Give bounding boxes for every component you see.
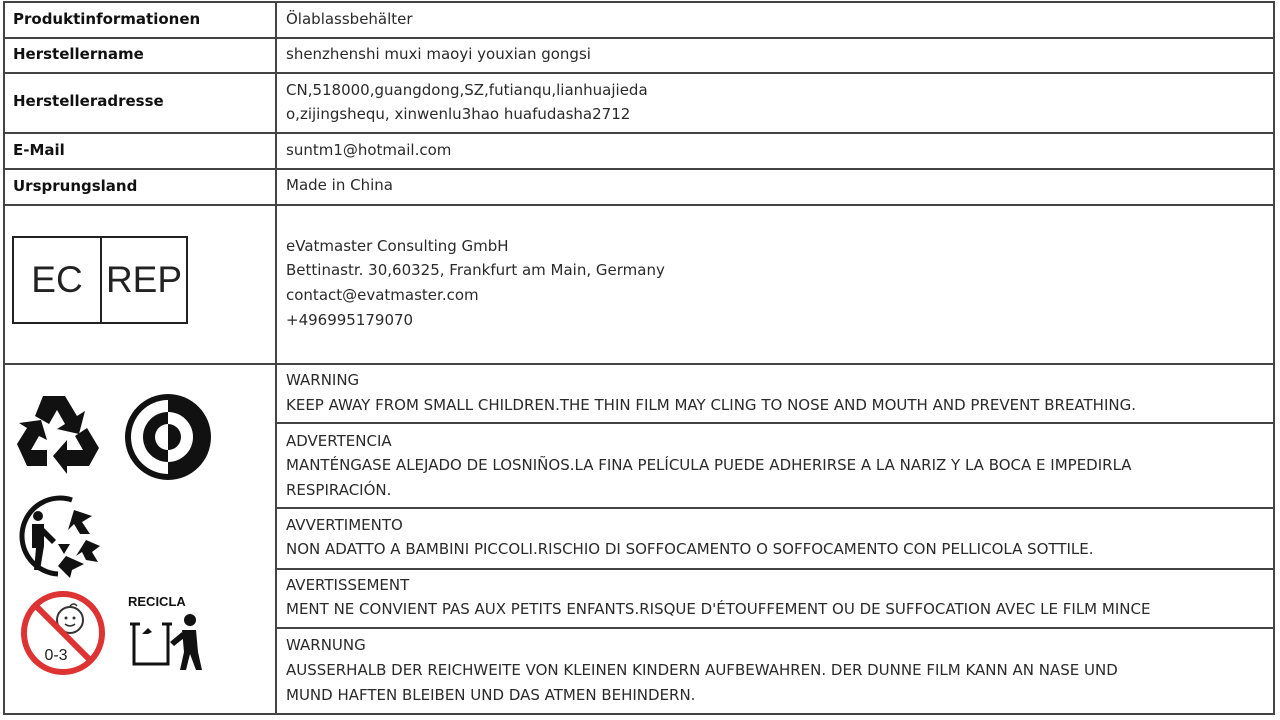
warning-es-line1: MANTÉNGASE ALEJADO DE LOSNIÑOS.LA FINA PELÍCULA PUEDE ADHERIRSE A LA NARIZ Y LA BOCA E IMPEDIRLA [286, 456, 1132, 474]
warning-divider [277, 507, 1275, 509]
row-divider [3, 363, 1275, 365]
warning-es-line2: RESPIRACIÓN. [286, 481, 392, 499]
label-email: E-Mail [13, 141, 65, 159]
value-produktinformationen: Ölablassbehälter [286, 10, 413, 28]
warning-it-line1: NON ADATTO A BAMBINI PICCOLI.RISCHIO DI SOFFOCAMENTO O SOFFOCAMENTO CON PELLICOLA SOTTILE. [286, 540, 1094, 558]
row-divider [3, 204, 1275, 206]
recicla-label: RECICLA [128, 594, 186, 609]
ec-rep-address: Bettinastr. 30,60325, Frankfurt am Main, Germany [286, 261, 665, 279]
warning-de-line1: AUSSERHALB DER REICHWEITE VON KLEINEN KINDERN AUFBEWAHREN. DER DUNNE FILM KANN AN NASE UND [286, 661, 1118, 679]
label-produktinformationen: Produktinformationen [13, 10, 201, 28]
age-limit-text: 0-3 [44, 647, 68, 664]
ec-rep-company: eVatmaster Consulting GmbH [286, 237, 509, 255]
warning-divider [277, 422, 1275, 424]
recycle-icon [13, 392, 103, 478]
warning-de-line2: MUND HAFTEN BLEIBEN UND DAS ATMEN BEHINDERN. [286, 686, 696, 704]
value-herstellername: shenzhenshi muxi maoyi youxian gongsi [286, 45, 591, 63]
row-divider [3, 37, 1275, 39]
value-herstelleradresse-line2: o,zijingshequ, xinwenlu3hao huafudasha2712 [286, 105, 631, 123]
ec-rep-ec-label: EC [14, 238, 102, 322]
warning-en-head: WARNING [286, 371, 360, 389]
green-dot-icon [123, 392, 213, 482]
row-divider [3, 132, 1275, 134]
column-divider [275, 1, 277, 715]
ec-rep-rep-label: REP [105, 259, 183, 300]
row-divider [3, 72, 1275, 74]
ec-rep-phone: +496995179070 [286, 311, 414, 329]
not-for-children-0-3-icon [20, 590, 106, 676]
warning-divider [277, 568, 1275, 570]
value-herstelleradresse-line1: CN,518000,guangdong,SZ,futianqu,lianhuajieda [286, 81, 648, 99]
warning-divider [277, 627, 1275, 629]
recicla-bin-icon [128, 612, 210, 672]
label-herstelleradresse: Herstelleradresse [13, 92, 164, 110]
warning-it-head: AVVERTIMENTO [286, 516, 403, 534]
ec-rep-symbol [12, 236, 188, 324]
tidyman-recycle-icon [12, 490, 104, 578]
warning-fr-line1: MENT NE CONVIENT PAS AUX PETITS ENFANTS.RISQUE D'ÉTOUFFEMENT OU DE SUFFOCATION AVEC LE FILM MINCE [286, 600, 1151, 618]
ec-rep-email[interactable]: contact@evatmaster.com [286, 286, 479, 304]
warning-fr-head: AVERTISSEMENT [286, 576, 410, 594]
warning-de-head: WARNUNG [286, 636, 366, 654]
warning-es-head: ADVERTENCIA [286, 432, 392, 450]
warning-en-line1: KEEP AWAY FROM SMALL CHILDREN.THE THIN FILM MAY CLING TO NOSE AND MOUTH AND PREVENT BREATHING. [286, 396, 1136, 414]
label-ursprungsland: Ursprungsland [13, 177, 138, 195]
value-ursprungsland: Made in China [286, 176, 393, 194]
row-divider [3, 168, 1275, 170]
value-email[interactable]: suntm1@hotmail.com [286, 141, 452, 159]
label-herstellername: Herstellername [13, 45, 144, 63]
